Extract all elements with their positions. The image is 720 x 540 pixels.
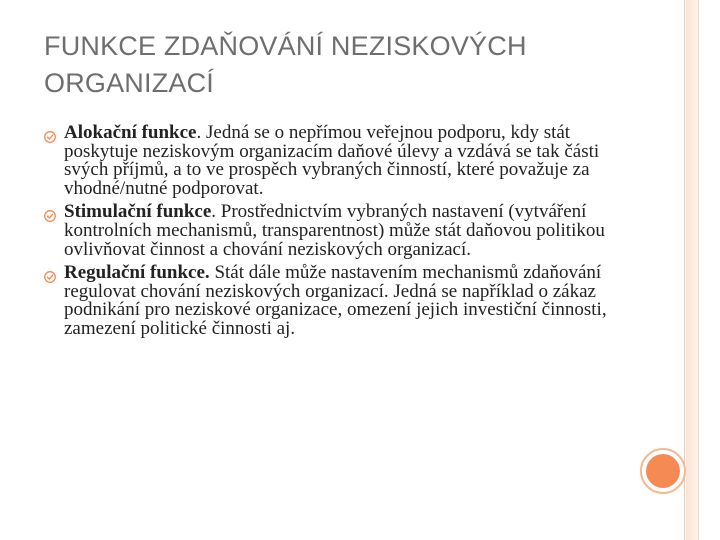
bullet-text: Stát dále může nastavením mechanismů zdaňování regulovat chování neziskových organizací. Jedná se například o zákaz podnikání pro neziskové organizace, omezení jejich investiční činnosti, zamezení politické činnosti aj. — [64, 262, 607, 339]
slide-title: FUNKCE ZDAŇOVÁNÍ NEZISKOVÝCH ORGANIZACÍ — [44, 31, 527, 98]
circle-check-icon — [44, 208, 56, 220]
bullet-text: . Prostřednictvím vybraných nastavení (vytváření kontrolních mechanismů, transparentnost) může stát daňovou politikou ovlivňovat činnost a chování neziskových organizací. — [64, 201, 605, 260]
bullet-item-regulacni — [44, 264, 624, 338]
bullet-text: . Jedná se o nepřímou veřejnou podporu, kdy stát poskytuje neziskovým organizacím daňové úlevy a vzdává se tak části svých příjmů, a to ve prospěch vybraných činností, které považuje za vhodné/nutné podporovat. — [64, 122, 600, 199]
bullet-item-alokacni — [44, 124, 624, 198]
circle-check-icon — [44, 269, 56, 281]
side-rule-right — [698, 0, 699, 540]
decorative-dot — [646, 454, 680, 488]
bullet-list — [44, 124, 624, 344]
bullet-term: Regulační funkce. — [64, 262, 210, 284]
bullet-term: Stimulační funkce — [64, 201, 212, 223]
bullet-item-stimulacni — [44, 203, 624, 259]
side-rule-left — [684, 0, 685, 540]
circle-check-icon — [44, 129, 56, 141]
side-decorative-band — [686, 0, 698, 540]
bullet-term: Alokační funkce — [64, 122, 197, 143]
